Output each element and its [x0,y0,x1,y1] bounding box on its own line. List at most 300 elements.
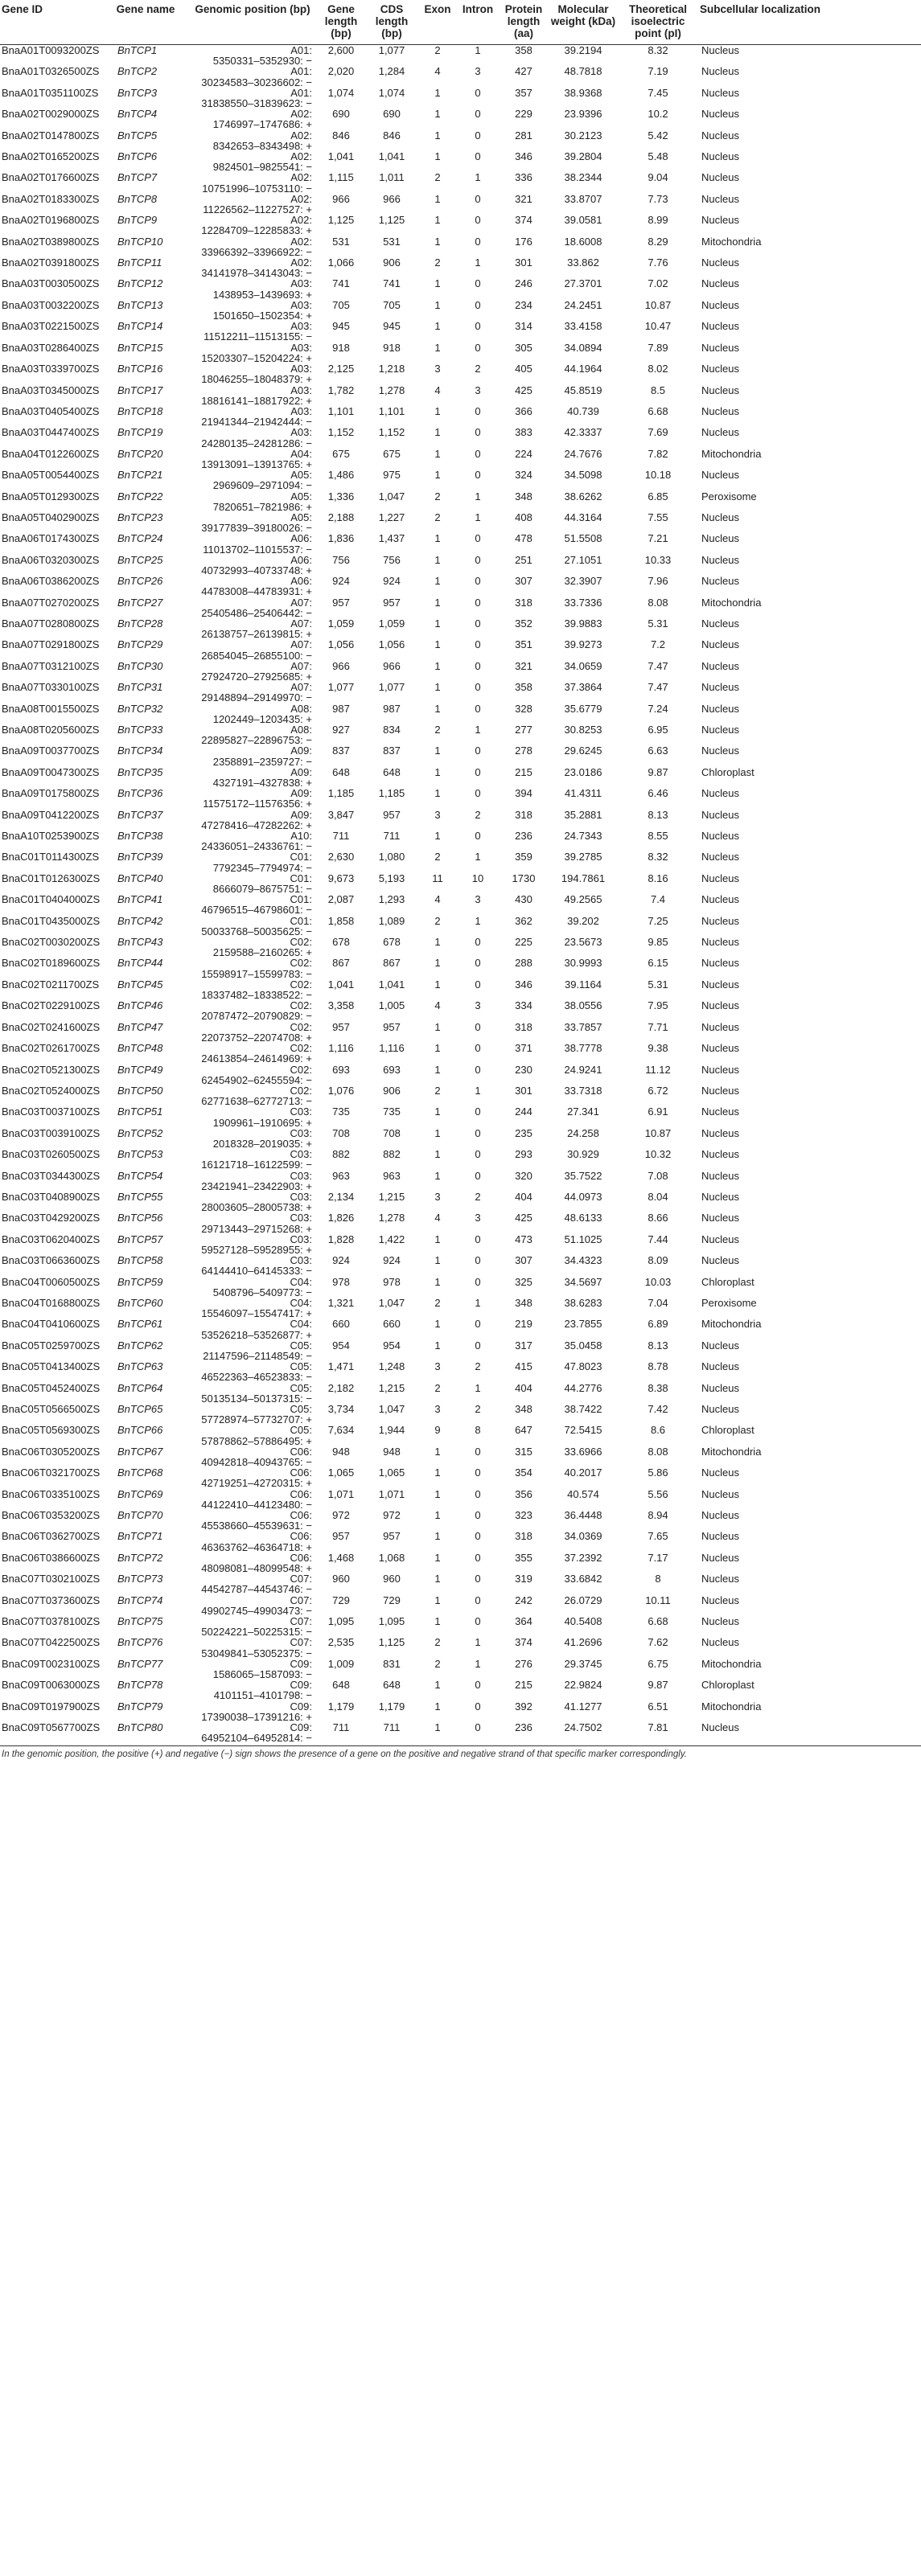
table-cell: Nucleus [701,915,739,927]
table-cell: 8.32 [648,44,668,56]
table-cell: 1,080 [378,851,405,863]
table-cell: BnaA09T0175800ZS [2,788,100,800]
table-cell: 51.1025 [564,1233,602,1245]
table-cell: Nucleus [701,872,739,884]
table-cell: 1 [434,215,441,227]
table-cell: BnaA03T0286400ZS [2,342,100,354]
table-cell: 675 [332,448,350,460]
genomic-position-cell: C06: 45538660–45539631: − [201,1510,312,1532]
table-cell: 0 [475,215,481,227]
table-row [0,639,921,660]
table-cell: Nucleus [701,427,739,439]
table-cell: BnaC03T0039100ZS [2,1127,101,1139]
table-cell: 10.87 [644,299,672,311]
table-cell: 0 [475,1488,481,1500]
genomic-position-cell: A08: 1202449–1203435: + [212,703,312,724]
genomic-position-cell: C01: 7792345–7794974: − [212,851,312,873]
table-cell: Nucleus [701,1594,739,1606]
table-cell: 35.2881 [564,809,602,821]
table-cell: 1 [434,682,441,694]
table-cell: 1,215 [378,1382,405,1394]
table-cell: 2 [434,1637,441,1649]
table-row [0,1000,921,1021]
table-cell: 7.17 [648,1552,668,1564]
table-row [0,1510,921,1531]
table-cell: BnTCP38 [117,831,163,843]
table-cell: Mitochondria [701,1319,762,1331]
genomic-position-cell: A09: 2358891–2359727: − [212,745,312,767]
table-cell: 1 [434,554,441,566]
table-cell: 837 [332,745,350,757]
table-cell: BnaC07T0302100ZS [2,1573,101,1585]
table-cell: Nucleus [701,363,739,375]
table-cell: 34.5697 [564,1276,602,1288]
table-cell: 1,468 [327,1552,355,1564]
table-cell: 960 [332,1573,350,1585]
table-cell: 404 [515,1382,532,1394]
table-cell: Nucleus [701,172,739,184]
table-cell: 924 [332,1255,350,1267]
table-cell: 7.73 [648,193,668,205]
table-cell: 234 [515,299,532,311]
table-cell: BnTCP50 [117,1085,163,1097]
table-cell: BnaC02T0229100ZS [2,1000,101,1012]
table-cell: Nucleus [701,257,739,269]
table-row [0,1319,921,1339]
table-cell: 0 [475,1170,481,1182]
table-row [0,788,921,809]
table-cell: 27.3701 [564,278,602,290]
table-cell: 7.55 [648,511,668,523]
table-cell: BnTCP51 [117,1106,163,1118]
table-cell: Nucleus [701,703,739,715]
genomic-position-cell: A02: 1746997–1747686: + [212,109,312,130]
table-cell: 6.68 [648,1616,668,1628]
table-cell: Nucleus [701,1127,739,1139]
table-cell: 1 [434,639,441,651]
table-cell: 18.6008 [564,236,602,248]
table-cell: 1 [434,129,441,142]
table-cell: 1 [475,1382,481,1394]
table-cell: Nucleus [701,576,739,588]
table-cell: BnTCP14 [117,321,163,333]
table-cell: 42.3337 [564,427,602,439]
table-cell: 1,486 [327,470,355,482]
table-cell: 1 [475,1658,481,1670]
table-cell: Nucleus [701,1212,739,1224]
table-row [0,215,921,236]
table-cell: Nucleus [701,321,739,333]
table-cell: 24.258 [567,1127,599,1139]
table-cell: 34.4323 [564,1255,602,1267]
table-cell: 9 [434,1425,441,1437]
table-cell: 756 [383,554,401,566]
table-cell: 1,278 [378,1212,405,1224]
table-cell: 348 [515,1297,532,1309]
table-cell: BnTCP25 [117,554,163,566]
table-cell: BnaC03T0663600ZS [2,1255,101,1267]
table-row [0,1064,921,1085]
table-cell: Nucleus [701,1531,739,1543]
table-cell: Nucleus [701,470,739,482]
table-cell: 194.7861 [561,872,606,884]
table-cell: 301 [515,257,532,269]
table-cell: 34.0894 [564,342,602,354]
table-cell: 7.82 [648,448,668,460]
table-cell: 29.3745 [564,1658,602,1670]
table-cell: 23.9396 [564,109,602,121]
table-cell: 39.1164 [564,978,602,991]
table-cell: BnaA07T0280800ZS [2,617,100,630]
genomic-position-cell: C01: 8666079–8675751: − [212,872,312,895]
table-cell: 1 [434,1170,441,1182]
table-cell: BnaC09T0023100ZS [2,1658,101,1670]
table-cell: 236 [515,831,532,843]
table-cell: 957 [383,597,401,609]
table-cell: BnTCP12 [117,278,163,290]
table-cell: 1 [434,745,441,757]
table-cell: 0 [475,831,481,843]
table-cell: 7.69 [648,427,668,439]
table-cell: 3,358 [327,1000,355,1012]
column-header: Gene name [103,0,188,45]
table-cell: 0 [475,405,481,417]
table-cell: 8.08 [648,1446,668,1458]
table-cell: 1 [434,1276,441,1288]
table-cell: BnTCP36 [117,788,163,800]
table-cell: 1,836 [327,533,355,545]
table-cell: 1,782 [327,384,355,396]
table-cell: 473 [515,1233,532,1245]
table-cell: 831 [383,1658,401,1670]
table-cell: 0 [475,193,481,205]
table-cell: Nucleus [701,1616,739,1628]
table-cell: 963 [383,1170,401,1182]
table-cell: 8.94 [648,1510,668,1522]
table-row [0,1106,921,1127]
table-cell: 6.75 [648,1658,668,1670]
table-cell: Nucleus [701,639,739,651]
table-cell: 230 [515,1064,532,1076]
table-cell: 708 [332,1127,350,1139]
table-cell: 1,215 [378,1191,405,1203]
table-cell: 1,047 [378,1297,405,1309]
table-cell: 927 [332,724,350,736]
table-cell: 5.31 [648,978,668,991]
table-cell: 957 [332,1531,350,1543]
table-cell: 1 [434,448,441,460]
table-cell: BnaC03T0037100ZS [2,1106,101,1118]
table-cell: 8.02 [648,363,668,375]
table-cell: 0 [475,1021,481,1033]
table-cell: 1 [434,660,441,672]
table-row [0,449,921,470]
table-cell: 366 [515,405,532,417]
table-cell: 3 [434,1361,441,1373]
table-cell: 3 [475,894,481,906]
table-cell: BnaA07T0312100ZS [2,660,100,672]
table-cell: 660 [383,1319,401,1331]
genomic-position-cell: C07: 53049841–53052375: − [201,1637,312,1659]
genomic-position-cell: A07: 25405486–25406442: − [201,597,312,618]
table-cell: BnaA03T0032200ZS [2,299,100,311]
table-cell: 2 [475,1191,481,1203]
table-row [0,385,921,406]
table-cell: BnTCP4 [117,109,158,121]
table-row [0,1383,921,1404]
table-row [0,257,921,278]
table-cell: 319 [515,1573,532,1585]
table-cell: 1 [434,1043,441,1055]
table-cell: BnaC09T0567700ZS [0,1722,103,1745]
table-cell: 2 [434,1085,441,1097]
table-cell: 224 [515,448,532,460]
table-cell: 405 [515,363,532,375]
table-cell: Nucleus [701,831,739,843]
table-row [0,937,921,958]
table-row [0,1192,921,1212]
table-cell: 33.7336 [564,597,602,609]
table-cell: 1,089 [378,915,405,927]
table-cell: 39.2785 [564,851,602,863]
table-row [0,916,921,937]
table-cell: 24.7502 [549,1722,618,1745]
table-cell: BnaC04T0060500ZS [2,1276,101,1288]
table-cell: 1 [434,1319,441,1331]
column-header: Molecular weight (kDa) [549,0,618,45]
table-cell: 1 [434,1106,441,1118]
table-cell: Nucleus [701,894,739,906]
table-cell: Nucleus [701,554,739,566]
table-cell: 6.68 [648,405,668,417]
table-cell: 3 [475,1212,481,1224]
table-cell: 334 [515,1000,532,1012]
table-cell: 8.66 [648,1212,668,1224]
table-cell: BnaC02T0521300ZS [2,1064,101,1076]
genomic-position-cell: A08: 22895827–22896753: − [201,724,312,746]
table-cell: Nucleus [701,617,739,630]
table-cell: 44.1964 [564,363,602,375]
table-cell: Nucleus [701,1064,739,1076]
table-cell: 39.2194 [564,44,602,56]
table-cell: 324 [515,470,532,482]
table-cell: Chloroplast [701,1276,754,1288]
table-cell: 1,101 [378,405,405,417]
table-cell: Nucleus [701,1255,739,1267]
table-cell: 328 [515,703,532,715]
genomic-position-cell: A06: 44783008–44783931: + [201,576,312,597]
table-cell: 1,437 [378,533,405,545]
table-cell: 2 [434,851,441,863]
table-cell: 318 [515,1021,532,1033]
table-cell: 2,630 [327,851,355,863]
table-cell: 1 [475,44,481,56]
table-cell: 293 [515,1149,532,1161]
table-cell: 8.5 [650,384,666,396]
table-cell: 729 [383,1594,401,1606]
table-cell: 33.4158 [564,321,602,333]
table-cell: 44.0973 [564,1191,602,1203]
table-cell: 867 [383,958,401,970]
table-cell: BnaC06T0321700ZS [2,1467,101,1479]
table-cell: 711 [383,831,401,843]
genomic-position-cell: C06: 44122410–44123480: − [201,1488,312,1511]
table-cell: 7.62 [648,1637,668,1649]
table-cell: 1730 [512,872,536,884]
table-cell: BnTCP41 [117,894,163,906]
genomic-position-cell: C02: 2159588–2160265: + [212,937,312,958]
table-cell: 1 [434,278,441,290]
table-cell: 8.78 [648,1361,668,1373]
table-cell: 307 [515,1255,532,1267]
table-cell: Nucleus [701,384,739,396]
table-cell: 0 [475,1531,481,1543]
table-cell: 371 [515,1043,532,1055]
table-cell: 1 [434,1339,441,1352]
table-cell: BnaA09T0047300ZS [2,766,100,778]
table-cell: BnaC01T0126300ZS [2,872,101,884]
table-cell: BnTCP61 [117,1319,163,1331]
table-cell: 0 [475,129,481,142]
table-cell: BnTCP68 [117,1467,163,1479]
table-cell: BnaA03T0447400ZS [2,427,100,439]
table-cell: 966 [383,660,401,672]
genomic-position-cell: C06: 48098081–48099548: + [201,1552,312,1574]
genomic-position-cell: C05: 57728974–57732707: + [201,1404,312,1425]
genomic-position-cell: C09: 64952104–64952814: − [188,1722,317,1745]
table-cell: BnTCP24 [117,533,163,545]
table-cell: 1,071 [327,1488,355,1500]
table-cell: Nucleus [701,788,739,800]
table-cell: 33.7318 [564,1085,602,1097]
table-cell: BnaC05T0259700ZS [2,1339,101,1352]
table-cell: BnaA08T0205600ZS [2,724,100,736]
table-cell: BnTCP13 [117,299,163,311]
table-cell: 323 [515,1510,532,1522]
table-cell: 648 [332,1680,350,1692]
table-row [0,172,921,193]
table-cell: 318 [515,809,532,821]
table-cell: 924 [383,576,401,588]
table-cell: 1 [434,788,441,800]
table-cell: 33.8707 [564,193,602,205]
table-cell: 1 [434,1467,441,1479]
table-cell: 1,041 [327,978,355,991]
table-cell: 1 [434,831,441,843]
table-cell: 1,065 [378,1467,405,1479]
table-cell: 26.0729 [564,1594,602,1606]
table-cell: 33.6966 [564,1446,602,1458]
table-cell: 1,293 [378,894,405,906]
table-cell: Nucleus [701,533,739,545]
column-header: Gene length (bp) [317,0,365,45]
table-cell: 0 [475,660,481,672]
table-cell: Mitochondria [701,236,762,248]
table-cell: 478 [515,533,532,545]
table-cell: BnTCP8 [117,193,158,205]
table-cell: BnaC05T0413400ZS [2,1361,101,1373]
table-cell: 1 [434,1488,441,1500]
table-cell: BnTCP18 [117,405,163,417]
table-cell: 0 [475,236,481,248]
table-row [0,470,921,490]
table-row [0,1616,921,1637]
table-cell: 1,066 [327,257,355,269]
table-cell: 0 [475,1339,481,1352]
table-cell: 40.5408 [564,1616,602,1628]
table-cell: 957 [383,1531,401,1543]
genomic-position-cell: A03: 1438953–1439693: + [212,278,312,300]
table-cell: Mitochondria [701,1446,762,1458]
table-cell: BnTCP33 [117,724,163,736]
table-cell: BnTCP63 [117,1361,163,1373]
table-cell: BnTCP42 [117,915,163,927]
table-cell: 0 [475,470,481,482]
table-cell: BnTCP39 [117,851,163,863]
table-cell: 1 [475,1297,481,1309]
table-cell: BnTCP28 [117,617,163,630]
table-cell: 1 [434,597,441,609]
table-cell: 427 [515,66,532,78]
table-cell: 3,734 [327,1404,355,1415]
table-cell: BnaC04T0410600ZS [2,1319,101,1331]
table-cell: 7.08 [648,1170,668,1182]
table-cell: 1 [434,151,441,163]
table-cell: 39.2804 [564,151,602,163]
column-header: Protein length (aa) [499,0,549,45]
table-cell: 41.2696 [564,1637,602,1649]
table-cell: 35.0458 [564,1339,602,1352]
table-row [0,597,921,618]
genomic-position-cell: A09: 11575172–11576356: + [203,788,312,810]
table-cell: 354 [515,1467,532,1479]
table-cell: 867 [332,958,350,970]
table-cell: 278 [515,745,532,757]
table-cell: 1 [434,1064,441,1076]
table-cell: 648 [383,766,401,778]
table-cell: BnTCP77 [117,1658,163,1670]
table-row [0,1467,921,1488]
table-cell: 315 [515,1446,532,1458]
table-cell: BnaA01T0093200ZS [2,44,100,56]
table-cell: Nucleus [701,1021,739,1033]
table-cell: Nucleus [701,1191,739,1203]
table-cell: BnaC02T0241600ZS [2,1021,101,1033]
table-cell: 0 [457,1722,499,1745]
table-cell: BnTCP58 [117,1255,163,1267]
table-cell: 1,218 [378,363,405,375]
table-cell: 7.4 [650,894,666,906]
table-cell: 23.0186 [564,766,602,778]
table-cell: 356 [515,1488,532,1500]
genomic-position-cell: C06: 40942818–40943765: − [201,1446,312,1468]
table-row [0,703,921,724]
table-cell: BnTCP56 [117,1212,163,1224]
table-cell: Peroxisome [701,1297,757,1309]
table-cell: 7.89 [648,342,668,354]
table-row [0,661,921,682]
table-row [0,1298,921,1319]
table-cell: BnTCP34 [117,745,163,757]
table-cell: 0 [475,576,481,588]
table-row [0,363,921,384]
table-cell: 8.29 [648,236,668,248]
table-cell: 960 [383,1573,401,1585]
table-cell: BnTCP46 [117,1000,163,1012]
table-cell: BnTCP74 [117,1594,163,1606]
table-cell: 1,227 [378,511,405,523]
table-cell: 1,321 [327,1297,355,1309]
